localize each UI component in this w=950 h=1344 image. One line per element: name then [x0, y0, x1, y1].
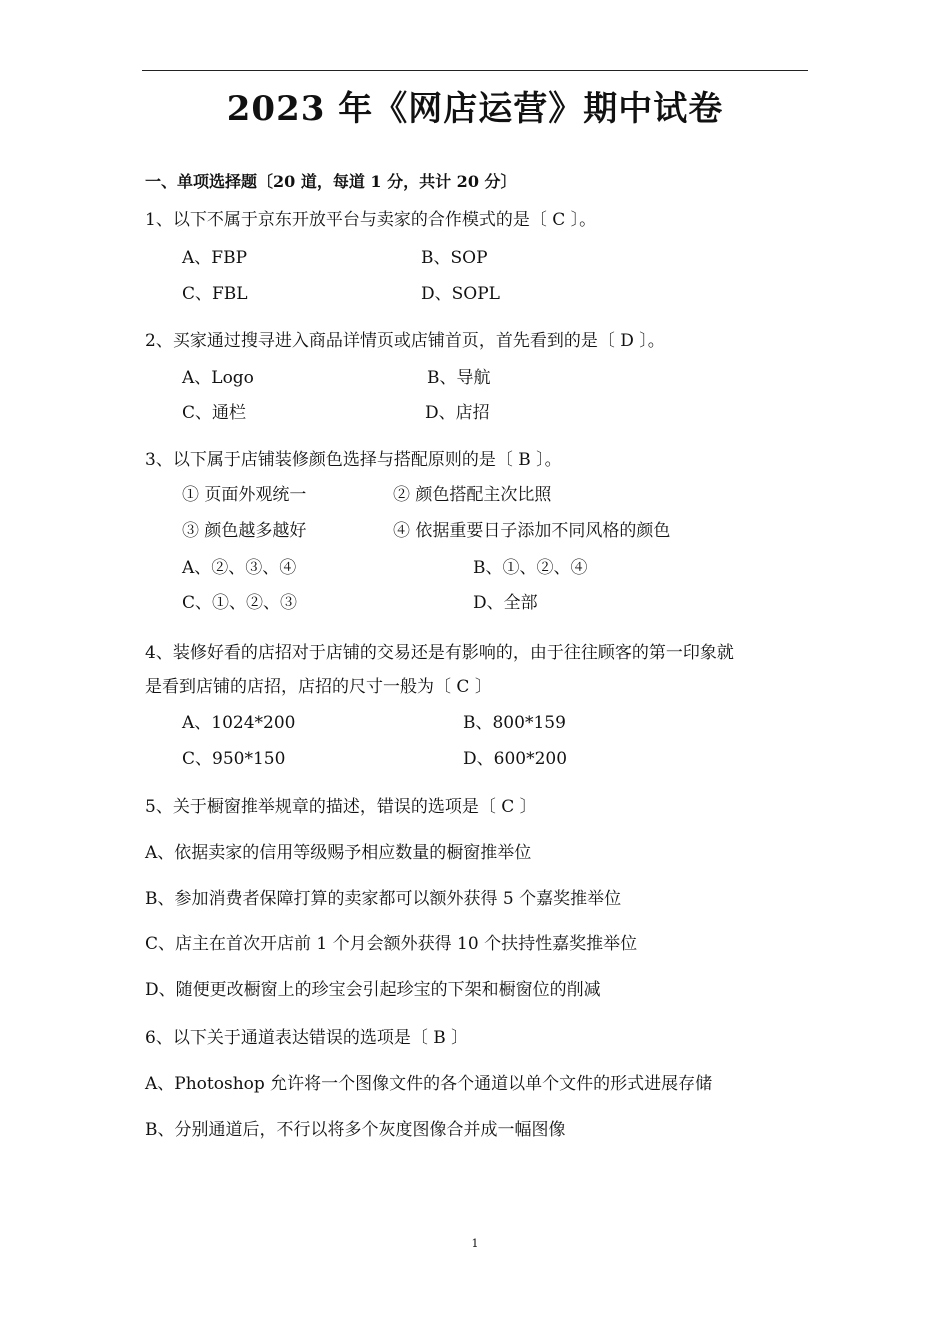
question-5-option-a: A、依据卖家的信用等级赐予相应数量的橱窗推举位	[145, 843, 532, 863]
section-heading: 一、单项选择题〔20 道，每道 1 分，共计 20 分〕	[145, 172, 517, 191]
question-5-option-b: B、参加消费者保障打算的卖家都可以额外获得 5 个嘉奖推举位	[145, 889, 622, 909]
question-6-stem: 6、以下关于通道表达错误的选项是〔 B 〕	[145, 1028, 469, 1048]
question-5-option-d: D、随便更改橱窗上的珍宝会引起珍宝的下架和橱窗位的削减	[145, 980, 601, 1000]
question-3-option-d: D、全部	[473, 593, 538, 613]
question-2-stem: 2、买家通过搜寻进入商品详情页或店铺首页，首先看到的是〔 D 〕。	[145, 331, 665, 351]
question-2-option-b: B、导航	[427, 368, 491, 388]
question-2-option-c: C、通栏	[182, 403, 247, 423]
question-2-option-d: D、店招	[425, 403, 490, 423]
page-number: 1	[471, 1237, 479, 1250]
question-4-stem-line2: 是看到店铺的店招，店招的尺寸一般为〔 C 〕	[145, 677, 492, 697]
question-6-option-b: B、分别通道后，不行以将多个灰度图像合并成一幅图像	[145, 1120, 566, 1140]
header-rule	[142, 70, 808, 71]
question-1-option-d: D、SOPL	[421, 284, 500, 304]
question-3-item-2: ② 颜色搭配主次比照	[393, 485, 552, 505]
question-3-option-b: B、①、②、④	[473, 558, 588, 578]
question-2-option-a: A、Logo	[182, 368, 254, 388]
question-5-stem: 5、关于橱窗推举规章的描述，错误的选项是〔 C 〕	[145, 797, 537, 817]
question-1-stem: 1、以下不属于京东开放平台与卖家的合作模式的是〔 C 〕。	[145, 210, 597, 230]
question-4-stem-line1: 4、装修好看的店招对于店铺的交易还是有影响的，由于往往顾客的第一印象就	[145, 643, 734, 663]
question-1-option-c: C、FBL	[182, 284, 248, 304]
question-1-option-b: B、SOP	[421, 248, 488, 268]
question-4-option-d: D、600*200	[463, 749, 568, 769]
question-5-option-c: C、店主在首次开店前 1 个月会额外获得 10 个扶持性嘉奖推举位	[145, 934, 638, 954]
question-3-item-4: ④ 依据重要日子添加不同风格的颜色	[393, 521, 671, 541]
question-4-option-b: B、800*159	[463, 713, 566, 733]
question-1-option-a: A、FBP	[182, 248, 248, 268]
question-3-item-3: ③ 颜色越多越好	[182, 521, 307, 541]
question-3-item-1: ① 页面外观统一	[182, 485, 307, 505]
question-3-stem: 3、以下属于店铺装修颜色选择与搭配原则的是〔 B 〕。	[145, 450, 562, 470]
page-title: 2023 年《网店运营》期中试卷	[226, 89, 724, 129]
question-6-option-a: A、Photoshop 允许将一个图像文件的各个通道以单个文件的形式进展存储	[145, 1074, 713, 1094]
question-3-option-c: C、①、②、③	[182, 593, 298, 613]
question-4-option-c: C、950*150	[182, 749, 286, 769]
question-4-option-a: A、1024*200	[182, 713, 296, 733]
question-3-option-a: A、②、③、④	[182, 558, 297, 578]
